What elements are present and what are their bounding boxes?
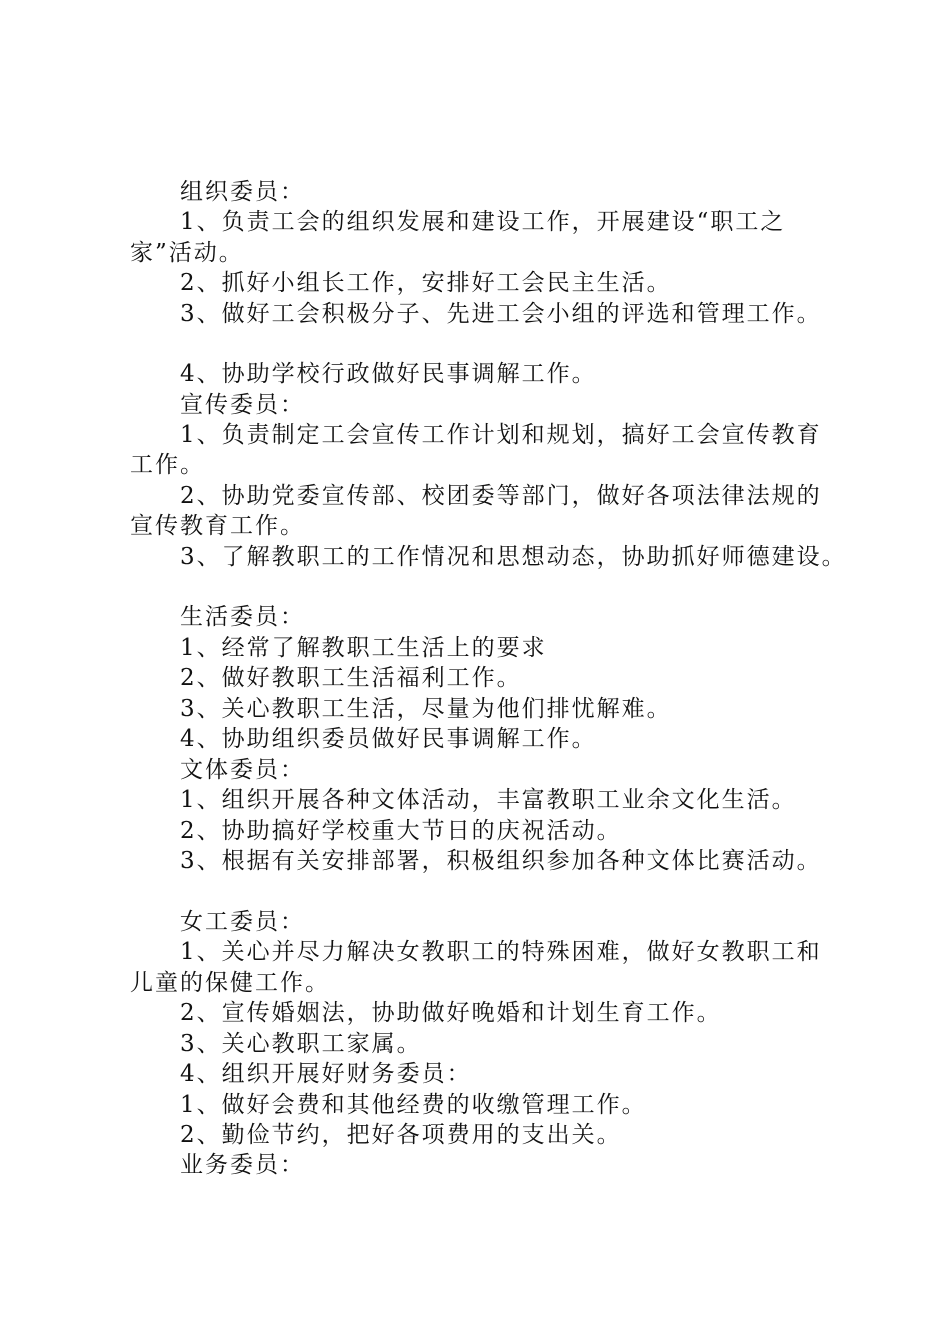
paragraph-line: 3、关心教职工生活，尽量为他们排忧解难。 xyxy=(180,696,672,722)
paragraph-line: 3、了解教职工的工作情况和思想动态，协助抓好师德建设。 xyxy=(180,544,847,570)
paragraph-line: 3、根据有关安排部署，积极组织参加各种文体比赛活动。 xyxy=(180,848,822,874)
heading-culture-sports: 文体委员： xyxy=(180,757,305,783)
paragraph-line: 2、协助党委宣传部、校团委等部门，做好各项法律法规的 xyxy=(180,483,822,509)
paragraph-line: 1、关心并尽力解决女教职工的特殊困难，做好女教职工和 xyxy=(180,939,822,965)
paragraph-line: 1、负责工会的组织发展和建设工作，开展建设“职工之 xyxy=(180,209,786,235)
paragraph-line: 3、关心教职工家属。 xyxy=(180,1031,422,1057)
paragraph-line: 2、做好教职工生活福利工作。 xyxy=(180,665,522,691)
heading-welfare: 生活委员： xyxy=(180,604,305,630)
paragraph-line: 儿童的保健工作。 xyxy=(130,970,330,996)
paragraph-line: 4、协助学校行政做好民事调解工作。 xyxy=(180,361,597,387)
paragraph-line: 2、协助搞好学校重大节日的庆祝活动。 xyxy=(180,818,622,844)
paragraph-line: 宣传教育工作。 xyxy=(130,513,305,539)
paragraph-line: 工作。 xyxy=(130,452,205,478)
paragraph-line: 家”活动。 xyxy=(130,240,244,266)
paragraph-line: 4、组织开展好财务委员： xyxy=(180,1061,472,1087)
heading-publicity: 宣传委员： xyxy=(180,392,305,418)
paragraph-line: 1、经常了解教职工生活上的要求 xyxy=(180,635,547,661)
paragraph-line: 1、组织开展各种文体活动，丰富教职工业余文化生活。 xyxy=(180,787,797,813)
paragraph-line: 2、抓好小组长工作，安排好工会民主生活。 xyxy=(180,270,672,296)
heading-women-workers: 女工委员： xyxy=(180,909,305,935)
paragraph-line: 3、做好工会积极分子、先进工会小组的评选和管理工作。 xyxy=(180,301,822,327)
heading-business: 业务委员： xyxy=(180,1152,305,1178)
paragraph-line: 1、负责制定工会宣传工作计划和规划，搞好工会宣传教育 xyxy=(180,422,822,448)
paragraph-line: 1、做好会费和其他经费的收缴管理工作。 xyxy=(180,1092,647,1118)
paragraph-line: 2、勤俭节约，把好各项费用的支出关。 xyxy=(180,1122,622,1148)
heading-organization: 组织委员： xyxy=(180,179,305,205)
paragraph-line: 4、协助组织委员做好民事调解工作。 xyxy=(180,726,597,752)
paragraph-line: 2、宣传婚姻法，协助做好晚婚和计划生育工作。 xyxy=(180,1000,722,1026)
